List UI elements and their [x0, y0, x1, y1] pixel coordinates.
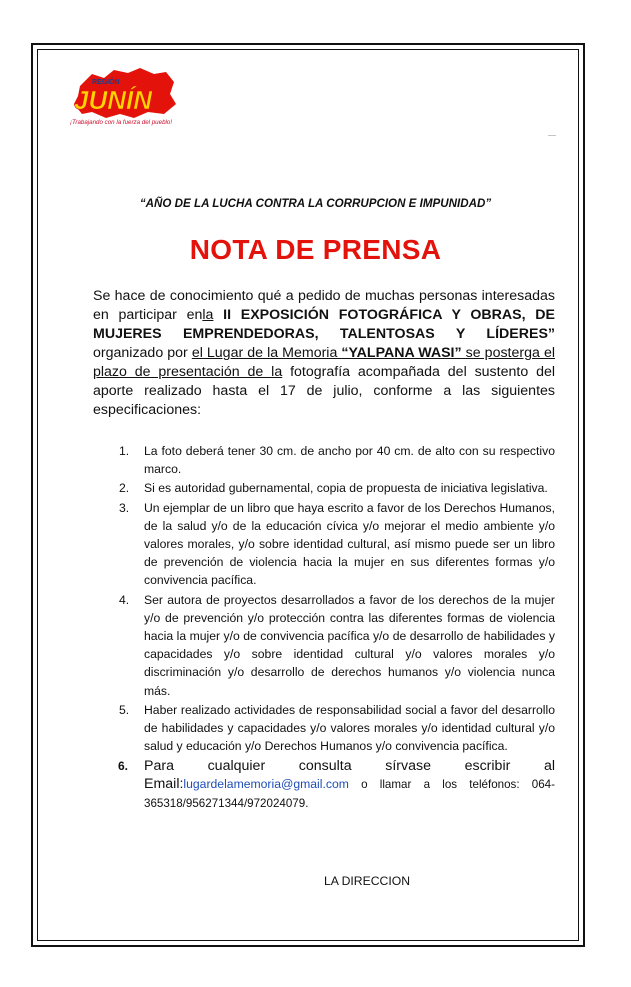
intro-text: fotografía acompañada del sustento del aporte realizado hasta el 17 de julio, conforme a las siguientes especificaciones:: [93, 364, 556, 418]
list-number: 2.: [119, 481, 130, 496]
intro-text: se posterga el plazo de presentación de la: [93, 345, 555, 380]
contact-item: [110, 757, 555, 813]
list-number: 5.: [119, 702, 130, 717]
list-text: La foto deberá tener 30 cm. de ancho por 40 cm. de alto con su respectivo marco.: [144, 444, 555, 477]
intro-paragraph: [93, 287, 555, 420]
list-item: [110, 442, 555, 478]
intro-text: Se hace de conocimiento qué a pedido de muchas personas interesadas en participar en: [93, 288, 555, 323]
header-mark: ----: [548, 133, 556, 139]
logo-slogan: ¡Trabajando con la fuerza del pueblo!: [70, 119, 173, 126]
list-text: Un ejemplar de un libro que haya escrito a favor de los Derechos Humanos, de la salud y/o de la educación cívica y/o mejorar el medio ambiente y/o valores morales, y/o sobre identidad cultural, así mismo puede ser un libro de prevención de violencia hacia la mujer en sus diferentes formas y/o convivencia pacífica.: [144, 500, 555, 588]
list-number: 1.: [119, 444, 130, 458]
contact-lead: Para cualquier consulta sírvase escribir al Email:: [144, 758, 555, 793]
list-item: [110, 591, 555, 700]
svg-text:REGIÓN: REGIÓN: [92, 79, 120, 86]
list-number: 4.: [119, 592, 130, 607]
exhibition-name: II EXPOSICIÓN FOTOGRÁFICA Y OBRAS, DE MUJERES EMPRENDEDORAS, TALENTOSAS Y LÍDERES”: [93, 307, 555, 342]
list-item: [110, 701, 555, 756]
organizer-name: el Lugar de la Memoria: [191, 345, 342, 361]
list-number: 6.: [118, 759, 129, 774]
page-title: NOTA DE PRENSA: [189, 234, 442, 265]
requirements-list: [110, 442, 555, 813]
organizer-brand: “YALPANA WASI”: [341, 345, 462, 361]
list-text: Si es autoridad gubernamental, copia de propuesta de iniciativa legislativa.: [144, 481, 548, 496]
intro-text: la: [202, 307, 214, 323]
svg-text:JUNÍN: JUNÍN: [74, 85, 153, 115]
list-text: Haber realizado actividades de responsabilidad social a favor del desarrollo de habilidades y capacidades y/o valores morales y/o identidad cultural y/o salud y educación y/o Derechos Humanos y/o convivencia pacífica.: [144, 702, 555, 754]
list-item: [110, 479, 555, 497]
signature: LA DIRECCION: [324, 874, 411, 888]
intro-text: organizado por: [93, 345, 192, 361]
list-item: [110, 499, 555, 590]
phone-numbers: o llamar a los teléfonos: 064-365318/956271344/972024079.: [144, 778, 555, 811]
list-text: Ser autora de proyectos desarrollados a favor de los derechos de la mujer y/o de prevención y/o protección contra las diferentes formas de violencia hacia la mujer y/o de convivencia pacífica y/o de desarrollo de habilidades y capacidades y/o sobre identidad cultural y/o valores morales y/o discriminación y/o desarrollo de derechos humanos y/o violencia nunca más.: [144, 592, 555, 698]
list-number: 3.: [119, 500, 130, 515]
year-motto: “AÑO DE LA LUCHA CONTRA LA CORRUPCION E IMPUNIDAD”: [139, 197, 492, 210]
email-link[interactable]: lugardelamemoria@gmail.com: [183, 777, 349, 792]
